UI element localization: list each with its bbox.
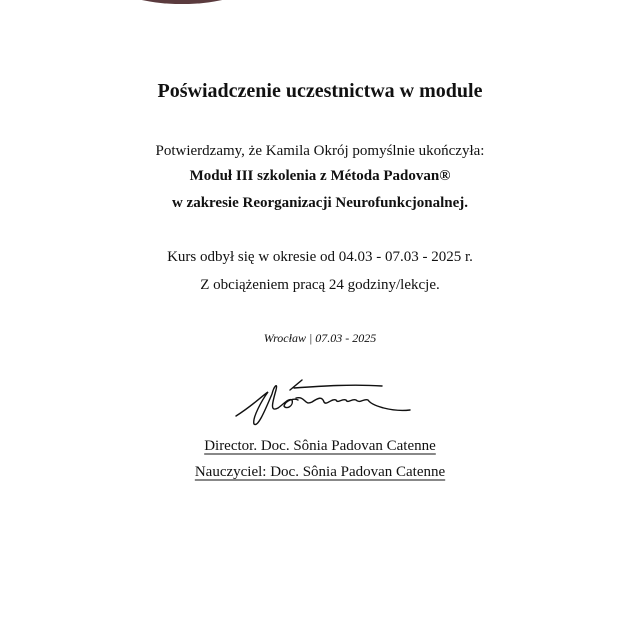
confirmation-text: Potwierdzamy, że Kamila Okrój pomyślnie ukończyła:	[155, 143, 485, 159]
teacher-link: Nauczyciel: Doc. Sônia Padovan Catenne	[194, 464, 446, 480]
director-name	[0, 438, 640, 455]
certificate-title: Poświadczenie uczestnictwa w module	[157, 80, 483, 102]
workload: Z obciążeniem pracą 24 godziny/lekcje.	[200, 277, 440, 293]
place-date: Wrocław | 07.03 - 2025	[263, 331, 377, 345]
teacher-name	[0, 464, 640, 481]
director-link: Director. Doc. Sônia Padovan Catenne	[204, 438, 436, 454]
module-name: Moduł III szkolenia z Métoda Padovan®	[189, 168, 451, 184]
module-scope: w zakresie Reorganizacji Neurofunkcjonalnej.	[171, 195, 469, 211]
course-period: Kurs odbył się w okresie od 04.03 - 07.03 - 2025 r.	[167, 249, 473, 265]
signature	[232, 378, 417, 430]
header-decoration	[112, 0, 252, 4]
